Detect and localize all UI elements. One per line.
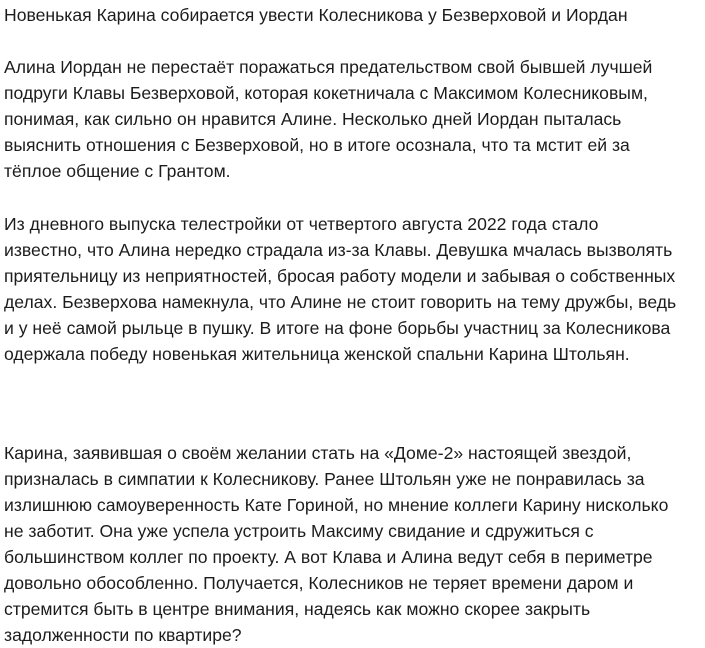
article-title: Новенькая Карина собирается увести Колесникова у Безверховой и Иордан bbox=[4, 5, 628, 25]
article-paragraph bbox=[4, 211, 676, 367]
paragraph-line: Из дневного выпуска телестройки от четвертого августа 2022 года стало bbox=[4, 214, 599, 234]
paragraph-line: понимая, как сильно он нравится Алине. Несколько дней Иордан пыталась bbox=[4, 109, 622, 129]
paragraph-line: не заботит. Она уже успела устроить Максиму свидание и сдружиться с bbox=[4, 521, 594, 541]
paragraph-line: подруги Клавы Безверховой, которая кокетничала с Максимом Колесниковым, bbox=[4, 83, 648, 103]
paragraph-line: приятельницу из неприятностей, бросая работу модели и забывая о собственных bbox=[4, 266, 676, 286]
paragraph-line: тёплое общение с Грантом. bbox=[4, 161, 231, 181]
paragraph-line: одержала победу новенькая жительница женской спальни Карина Штольян. bbox=[4, 344, 630, 364]
paragraph-line: и у неё самой рыльце в пушку. В итоге на фоне борьбы участниц за Колесникова bbox=[4, 318, 671, 338]
paragraph-line: выяснить отношения с Безверховой, но в итоге осознала, что та мстит ей за bbox=[4, 135, 630, 155]
paragraph-line: довольно обособленно. Получается, Колесников не теряет времени даром и bbox=[4, 573, 634, 593]
paragraph-line: делах. Безверхова намекнула, что Алине не стоит говорить на тему дружбы, ведь bbox=[4, 292, 677, 312]
paragraph-line: Алина Иордан не перестаёт поражаться предательством свой бывшей лучшей bbox=[4, 57, 653, 77]
paragraph-line: стремится быть в центре внимания, надеясь как можно скорее закрыть bbox=[4, 599, 591, 619]
paragraph-line: большинством коллег по проекту. А вот Клава и Алина ведут себя в периметре bbox=[4, 547, 653, 567]
paragraph-line: задолженности по квартире? bbox=[4, 625, 242, 645]
paragraph-line: Карина, заявившая о своём желании стать на «Доме-2» настоящей звездой, bbox=[4, 443, 632, 463]
article-paragraph bbox=[4, 54, 652, 184]
paragraph-line: излишнюю самоуверенность Кате Гориной, но мнение коллеги Карину нисколько bbox=[4, 495, 669, 515]
article-paragraph bbox=[4, 440, 668, 648]
paragraph-line: известно, что Алина нередко страдала из-за Клавы. Девушка мчалась вызволять bbox=[4, 240, 673, 260]
paragraph-line: призналась в симпатии к Колесникову. Ранее Штольян уже не понравилась за bbox=[4, 469, 645, 489]
